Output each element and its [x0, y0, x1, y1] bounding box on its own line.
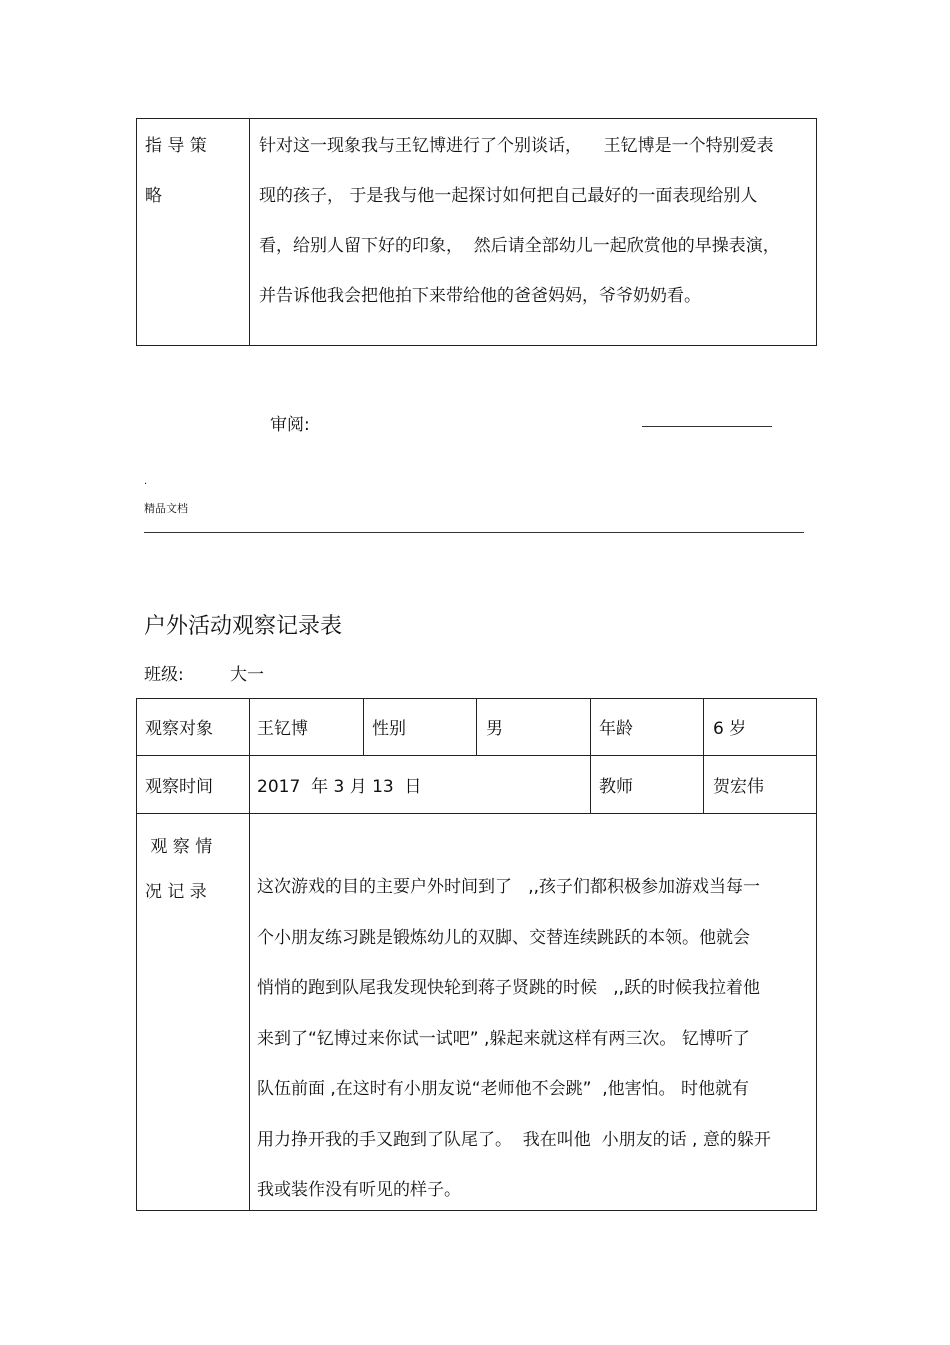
record-content: [257, 862, 813, 1216]
strategy-line: 针对这一现象我与王钇博进行了个别谈话， 王钇博是一个特别爱表: [259, 136, 774, 156]
time-label: 观察时间: [145, 777, 213, 797]
table-col-divider: [249, 699, 250, 1210]
strategy-label: 指 导 策 略: [145, 136, 207, 206]
record-line: 我或装作没有听见的样子。: [257, 1180, 461, 1200]
strategy-line: 现的孩子， 于是我与他一起探讨如何把自己最好的一面表现给别人: [259, 186, 758, 206]
teacher-label: 教师: [599, 777, 633, 797]
strategy-table: [136, 118, 817, 346]
age-label: 年龄: [599, 719, 633, 739]
record-line: 队伍前面 ,在这时有小朋友说“老师他不会跳” ,他害怕。 时他就有: [257, 1079, 750, 1099]
table-col-divider: [703, 699, 704, 813]
review-signature-line: [642, 426, 772, 427]
class-value: 大一: [230, 665, 264, 685]
page-title: 户外活动观察记录表: [144, 614, 343, 639]
footer-label: 精品文档: [144, 502, 188, 515]
table-col-divider: [363, 699, 364, 755]
time-value: 2017 年 3 月 13 日: [257, 777, 422, 797]
record-line: 个小朋友练习跳是锻炼幼儿的双脚、交替连续跳跃的本领。他就会: [257, 927, 750, 948]
table-col-divider: [590, 699, 591, 813]
subject-value: 王钇博: [257, 719, 308, 739]
table-divider: [249, 119, 250, 345]
table-col-divider: [476, 699, 477, 755]
observation-table: [136, 698, 817, 1211]
review-label: 审阅:: [270, 415, 310, 435]
record-line: 悄悄的跑到队尾我发现快轮到蒋子贤跳的时候 ,,跃的时候我拉着他: [257, 978, 761, 998]
strategy-content: [259, 121, 811, 321]
subject-label: 观察对象: [145, 719, 213, 739]
table-row-divider: [137, 755, 816, 756]
strategy-line: 看，给别人留下好的印象， 然后请全部幼儿一起欣赏他的早操表演，: [259, 236, 780, 256]
class-label: 班级:: [144, 665, 184, 685]
footer-dot: .: [144, 476, 148, 487]
strategy-line: 并告诉他我会把他拍下来带给他的爸爸妈妈，爷爷奶奶看。: [259, 286, 701, 306]
footer-rule: [144, 532, 804, 533]
record-label: 观 察 情 况 记 录: [145, 837, 213, 902]
record-line: 用力挣开我的手又跑到了队尾了。 我在叫他 小朋友的话 , 意的躲开: [257, 1129, 771, 1150]
gender-value: 男: [486, 719, 503, 739]
gender-label: 性别: [372, 719, 406, 739]
teacher-value: 贺宏伟: [713, 777, 764, 797]
age-value: 6 岁: [713, 719, 747, 739]
record-line: 来到了“钇博过来你试一试吧” ,躲起来就这样有两三次。 钇博听了: [257, 1028, 750, 1049]
table-row-divider: [137, 813, 816, 814]
record-line: 这次游戏的目的主要户外时间到了 ,,孩子们都积极参加游戏当每一: [257, 877, 761, 897]
